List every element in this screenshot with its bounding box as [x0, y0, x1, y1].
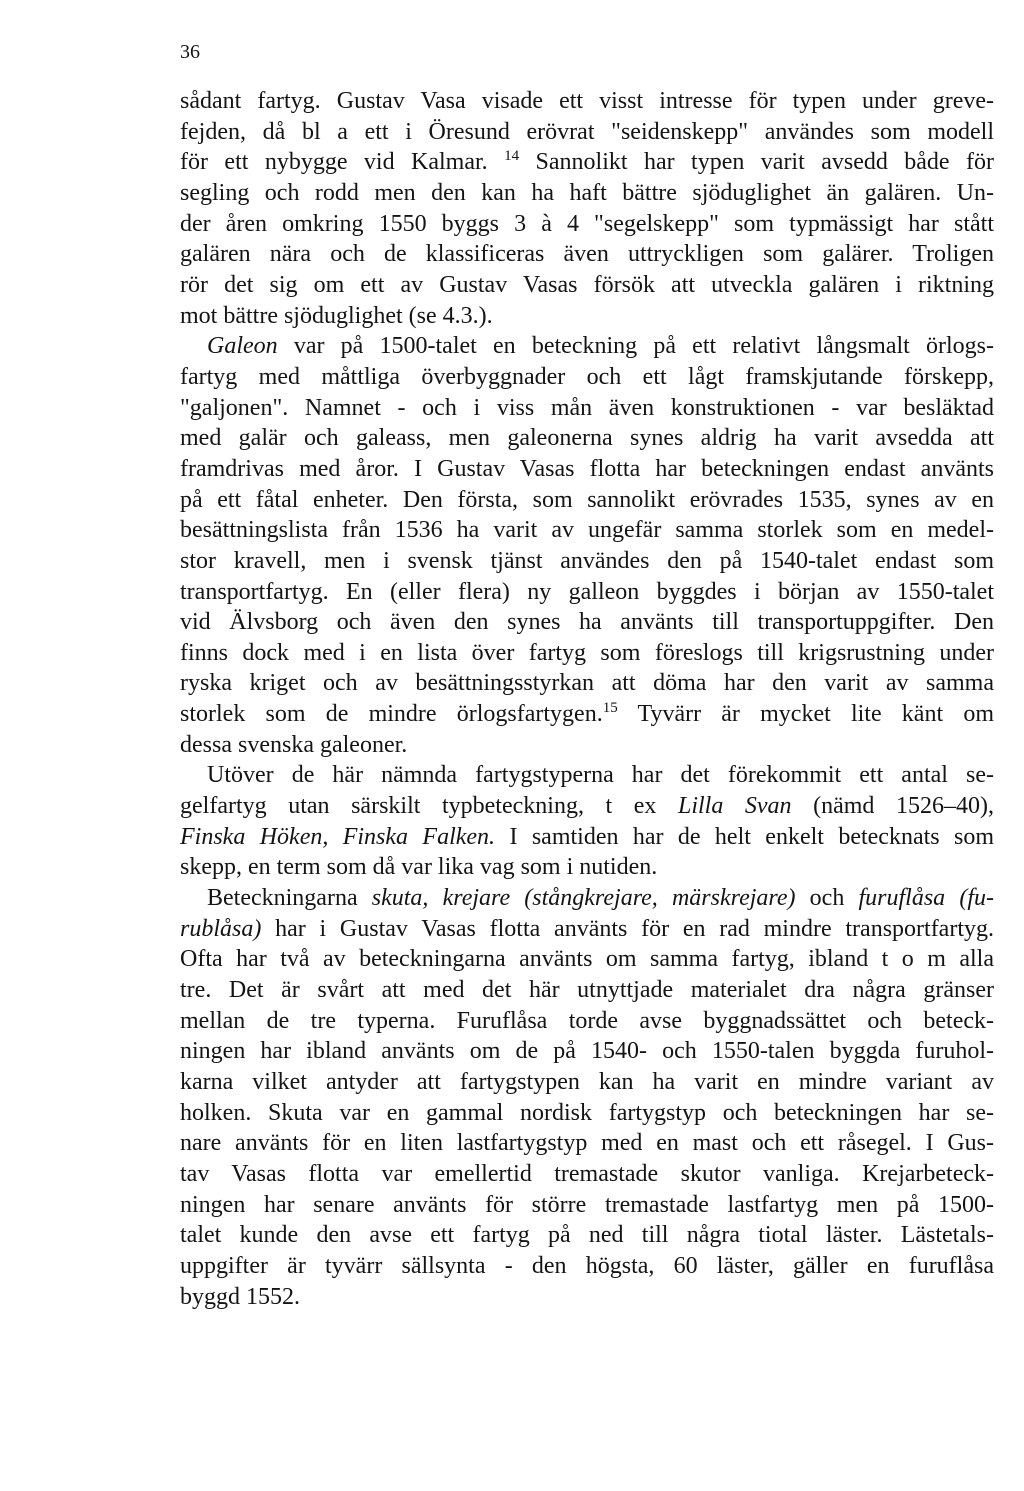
text-line	[180, 423, 994, 454]
text-line	[180, 546, 994, 577]
text-segment: har i Gustav Vasas flotta använts för en rad mindre transportfartyg.	[261, 915, 994, 942]
footnote-ref: 15	[602, 700, 618, 717]
text-line	[180, 485, 994, 516]
text-line	[180, 1190, 994, 1221]
text-line	[180, 515, 994, 546]
text-line	[180, 1036, 994, 1067]
text-segment: Galeon	[207, 333, 278, 360]
text-segment: holken. Skuta var en gammal nordisk fartygstyp och beteckningen har se-	[180, 1099, 994, 1126]
text-line	[180, 852, 994, 883]
text-line	[180, 454, 994, 485]
text-segment: Finska Höken, Finska Falken.	[180, 823, 496, 850]
text-segment: uppgifter är tyvärr sällsynta - den högsta, 60 läster, gäller en furuflåsa	[180, 1252, 994, 1279]
text-segment: rublåsa)	[180, 915, 262, 942]
text-line	[180, 638, 994, 669]
text-segment: framdrivas med åror. I Gustav Vasas flotta har beteckningen endast använts	[180, 455, 994, 482]
text-segment: nare använts för en liten lastfartygstyp med en mast och ett råsegel. I Gus-	[180, 1130, 994, 1157]
text-segment: tre. Det är svårt att med det här utnyttjade materialet dra några gränser	[180, 977, 994, 1004]
text-segment: Ofta har två av beteckningarna använts om samma fartyg, ibland t o m alla	[180, 946, 994, 973]
text-line	[180, 730, 994, 761]
text-segment: gelfartyg utan särskilt typbeteckning, t ex	[180, 793, 678, 820]
text-segment: besättningslista från 1536 ha varit av ungefär samma storlek som en medel-	[180, 517, 994, 544]
text-line	[180, 975, 994, 1006]
text-segment: transportfartyg. En (eller flera) ny galleon byggdes i början av 1550-talet	[180, 578, 994, 605]
text-line	[180, 1220, 994, 1251]
text-segment: Tyvärr är mycket lite känt om	[617, 701, 994, 728]
text-segment: Lilla Svan	[677, 793, 792, 820]
text-line	[180, 117, 994, 148]
text-segment: fejden, då bl a ett i Öresund erövrat "seidenskepp" användes som modell	[180, 118, 994, 145]
text-segment: mot bättre sjöduglighet (se 4.3.).	[180, 302, 493, 329]
text-line	[180, 577, 994, 608]
text-segment: med galär och galeass, men galeonerna synes aldrig ha varit avsedda att	[180, 425, 994, 452]
page-number: 36	[180, 41, 200, 63]
text-line	[180, 331, 994, 362]
text-segment: furuflåsa (fu-	[858, 885, 994, 912]
text-segment: stor kravell, men i svensk tjänst användes den på 1540-talet endast som	[180, 547, 994, 574]
text-segment: sådant fartyg. Gustav Vasa visade ett visst intresse för typen under greve-	[180, 88, 994, 114]
text-segment: I samtiden har de helt enkelt betecknats som	[495, 823, 994, 850]
text-segment: ningen har senare använts för större tremastade lastfartyg men på 1500-	[180, 1191, 994, 1218]
text-line	[180, 668, 994, 699]
text-line	[180, 1159, 994, 1190]
text-segment: galären nära och de klassificeras även uttryckligen som galärer. Troligen	[180, 241, 994, 268]
text-line	[180, 607, 994, 638]
text-segment: (nämd 1526–40),	[791, 793, 994, 820]
text-line	[180, 883, 994, 914]
text-segment: skepp, en term som då var lika vag som i nutiden.	[180, 854, 658, 881]
text-line	[180, 1006, 994, 1037]
text-segment: Utöver de här nämnda fartygstyperna har det förekommit ett antal se-	[207, 762, 994, 789]
text-segment: "galjonen". Namnet - och i viss mån även konstruktionen - var besläktad	[180, 394, 994, 421]
text-segment: segling och rodd men den kan ha haft bättre sjöduglighet än galären. Un-	[180, 179, 994, 206]
text-segment: mellan de tre typerna. Furuflåsa torde avse byggnadssättet och beteck-	[180, 1007, 994, 1034]
text-line	[180, 791, 994, 822]
text-segment: finns dock med i en lista över fartyg som föreslogs till krigsrustning under	[180, 639, 994, 666]
text-line	[180, 147, 994, 178]
text-line	[180, 362, 994, 393]
text-line	[180, 1067, 994, 1098]
text-segment: Beteckningarna	[207, 885, 372, 912]
text-line	[180, 178, 994, 209]
text-line	[180, 301, 994, 332]
text-segment: på ett fåtal enheter. Den första, som sannolikt erövrades 1535, synes av en	[180, 486, 994, 513]
footnote-ref: 14	[504, 148, 520, 165]
body-text	[180, 86, 994, 1312]
text-segment: dessa svenska galeoner.	[180, 731, 408, 758]
text-segment: ningen har ibland använts om de på 1540- och 1550-talen byggda furuhol-	[180, 1038, 994, 1065]
text-segment: fartyg med måttliga överbyggnader och ett lågt framskjutande förskepp,	[180, 363, 994, 390]
text-segment: der åren omkring 1550 byggs 3 à 4 "segelskepp" som typmässigt har stått	[180, 210, 994, 237]
text-segment: skuta, krejare (stångkrejare, märskrejare)	[371, 885, 796, 912]
text-segment: talet kunde den avse ett fartyg på ned till några tiotal läster. Lästetals-	[180, 1222, 994, 1249]
text-line	[180, 944, 994, 975]
text-segment: var på 1500-talet en beteckning på ett relativt långsmalt örlogs-	[277, 333, 994, 360]
text-segment: Sannolikt har typen varit avsedd både för	[519, 149, 994, 176]
text-segment: vid Älvsborg och även den synes ha använts till transportuppgifter. Den	[180, 609, 994, 636]
text-segment: rör det sig om ett av Gustav Vasas försök att utveckla galären i riktning	[180, 271, 994, 298]
text-line	[180, 393, 994, 424]
text-line	[180, 209, 994, 240]
text-segment: tav Vasas flotta var emellertid tremastade skutor vanliga. Krejarbeteck-	[180, 1160, 994, 1187]
text-line	[180, 239, 994, 270]
text-line	[180, 822, 994, 853]
text-line	[180, 1251, 994, 1282]
text-line	[180, 86, 994, 117]
text-line	[180, 1128, 994, 1159]
text-segment: och	[795, 885, 859, 912]
text-line	[180, 914, 994, 945]
text-line	[180, 760, 994, 791]
text-segment: storlek som de mindre örlogsfartygen.	[180, 701, 603, 728]
text-line	[180, 1098, 994, 1129]
text-segment: för ett nybygge vid Kalmar.	[180, 149, 505, 176]
text-segment: karna vilket antyder att fartygstypen kan ha varit en mindre variant av	[180, 1069, 994, 1095]
text-segment: ryska kriget och av besättningsstyrkan att döma har den varit av samma	[180, 670, 994, 697]
text-line	[180, 270, 994, 301]
text-line	[180, 699, 994, 730]
text-line	[180, 1282, 994, 1313]
text-segment: byggd 1552.	[180, 1283, 300, 1310]
